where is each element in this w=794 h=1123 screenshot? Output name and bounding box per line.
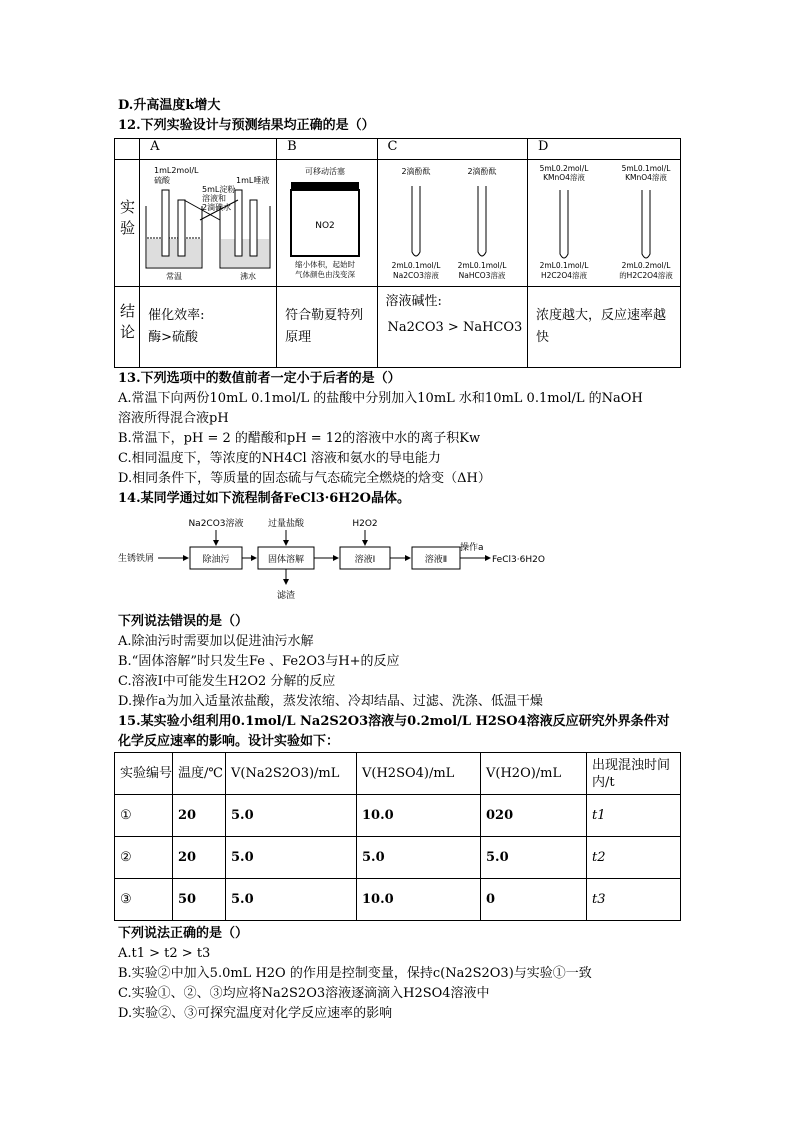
q12-a-tube-4: [250, 200, 257, 256]
table-row: [115, 795, 681, 837]
q13-option-c: C.相同温度下，等浓度的NH4Cl 溶液和氨水的导电能力: [118, 451, 441, 466]
q14-ask: 下列说法错误的是（）: [118, 614, 249, 629]
q15-option-a: A.t1 > t2 > t3: [118, 946, 211, 961]
q12-c-b2a: 2mL0.1mol/L: [457, 261, 506, 270]
q15-cell: 10.0: [357, 879, 481, 921]
q14-flow-operation: 操作a: [460, 543, 484, 553]
q14-flow-box1-label: 除油污: [202, 555, 230, 565]
q12-d-b2b: 的H2C2O4溶液: [619, 271, 673, 280]
q12-concl-a2: 酶>硫酸: [148, 330, 198, 345]
q15-header-na2s2o3: V(Na2S2O3)/mL: [226, 753, 357, 795]
q14-flow-diagram: [118, 512, 578, 604]
q12-b-cap2: 气体颜色由浅变深: [295, 270, 356, 279]
q12-diagram-d-cell: [528, 160, 681, 287]
q12-diagram-d: [528, 160, 680, 282]
q12-a-label8: 沸水: [240, 272, 257, 281]
q12-diagram-a-cell: [140, 160, 277, 287]
table-row: [115, 837, 681, 879]
q15-cell: 20: [173, 795, 226, 837]
q14-option-a: A.除油污时需要加以促进油污水解: [118, 634, 314, 649]
q15-option-b: B.实验②中加入5.0mL H2O 的作用是控制变量，保持c(Na2S2O3)与实验①一致: [118, 966, 592, 981]
q12-col-a: A: [140, 139, 277, 160]
q14-flow-box2-label: 固体溶解: [267, 555, 305, 565]
q15-option-c: C.实验①、②、③均应将Na2S2O3溶液逐滴滴入H2SO4溶液中: [118, 986, 490, 1001]
q12-stem: 12.下列实验设计与预测结果均正确的是（）: [118, 118, 375, 133]
q14-flow-start: 生锈铁屑: [118, 554, 155, 564]
q12-a-water-fill-left: [147, 239, 201, 267]
q12-c-tube-1: [412, 186, 420, 256]
q15-table: [114, 752, 681, 921]
q15-header-id: 实验编号: [115, 753, 173, 795]
q12-row-label-exp: [115, 160, 140, 287]
q15-ask: 下列说法正确的是（）: [118, 926, 249, 941]
q13-option-d: D.相同条件下，等质量的固态硫与气态硫完全燃烧的焓变（ΔH）: [118, 471, 491, 486]
q14-stem: 14.某同学通过如下流程制备FeCl3·6H2O晶体。: [118, 491, 410, 506]
q12-concl-d1: 浓度越大，反应速率越: [536, 308, 667, 323]
q12-a-label2: 硫酸: [154, 176, 171, 185]
q15-cell: 5.0: [226, 879, 357, 921]
q15-option-d: D.实验②、③可探究温度对化学反应速率的影响: [118, 1006, 393, 1021]
q12-diagram-c: [378, 160, 524, 282]
q12-a-label4: 溶液和: [202, 194, 227, 203]
q14-option-d: D.操作a为加入适量浓盐酸，蒸发浓缩、冷却结晶、过滤、洗涤、低温干燥: [118, 694, 543, 709]
q12-d-t2b: KMnO4溶液: [625, 173, 667, 182]
q14-flow-reagent3: H2O2: [352, 519, 378, 529]
q12-concl-d: [528, 287, 681, 368]
q14-flow-box3-label: 溶液Ⅰ: [354, 555, 376, 565]
q12-concl-c: [377, 287, 527, 368]
q12-d-b1a: 2mL0.1mol/L: [539, 261, 589, 270]
q12-d-t1a: 5mL0.2mol/L: [539, 164, 589, 173]
q14-flow-product: FeCl3·6H2O: [492, 555, 545, 565]
q15-cell: 10.0: [357, 795, 481, 837]
q12-b-piston: [291, 182, 359, 190]
q12-a-label3: 5mL淀粉: [202, 185, 236, 194]
q12-concl-c2: Na2CO3 > NaHCO3: [387, 320, 523, 335]
q12-b-gas: NO2: [315, 221, 335, 231]
q12-concl-label-text: 结论: [118, 303, 137, 345]
q15-stem-line1: 15.某实验小组利用0.1mol/L Na2S2O3溶液与0.2mol/L H2SO4溶液反应研究外界条件对: [118, 714, 670, 729]
q12-concl-c1: 溶液碱性:: [385, 294, 442, 309]
q15-cell: t1: [587, 795, 681, 837]
q15-stem-line2: 化学反应速率的影响。设计实验如下：: [118, 734, 340, 749]
q15-cell: ①: [115, 795, 173, 837]
q12-concl-d2: 快: [536, 330, 550, 345]
q14-option-c: C.溶液Ⅰ中可能发生H2O2 分解的反应: [118, 674, 336, 689]
q15-header-h2so4: V(H2SO4)/mL: [357, 753, 481, 795]
q12-d-t1b: KMnO4溶液: [543, 173, 585, 182]
q15-cell: 20: [173, 837, 226, 879]
q15-header-time: 出现混浊时间内/t: [587, 753, 681, 795]
q12-a-label7: 常温: [166, 272, 183, 281]
q12-b-cap1: 缩小体积，起始时: [295, 260, 356, 269]
q12-d-b1b: H2C2O4溶液: [540, 271, 588, 280]
q12-c-b1a: 2mL0.1mol/L: [391, 261, 440, 270]
q12-concl-a1: 催化效率:: [148, 308, 205, 323]
q15-header-temp: 温度/℃: [173, 753, 226, 795]
q12-a-tube-3: [235, 190, 242, 256]
q12-d-t2a: 5mL0.1mol/L: [621, 164, 671, 173]
q12-exp-label-text: 实验: [118, 199, 137, 241]
q12-table: [114, 138, 681, 368]
q15-cell: ②: [115, 837, 173, 879]
q12-a-tube-2: [178, 200, 185, 256]
q12-d-b2a: 2mL0.2mol/L: [621, 261, 671, 270]
q15-cell: t2: [587, 837, 681, 879]
q12-b-top: 可移动活塞: [305, 167, 346, 176]
q15-cell: 0: [481, 879, 587, 921]
q12-c-tube-2: [478, 186, 486, 256]
q13-option-a-line1: A.常温下向两份10mL 0.1mol/L 的盐酸中分别加入10mL 水和10mL 0.1mol/L 的NaOH: [118, 391, 643, 406]
q12-diagram-a: [140, 160, 276, 282]
q12-diagram-b-cell: [277, 160, 377, 287]
q13-stem: 13.下列选项中的数值前者一定小于后者的是（）: [118, 371, 401, 386]
q15-cell: 5.0: [226, 837, 357, 879]
q12-corner-cell: [115, 139, 140, 160]
q12-a-label1: 1mL2mol/L: [154, 166, 199, 175]
q12-c-b1b: Na2CO3溶液: [392, 271, 439, 280]
table-row: [115, 879, 681, 921]
q14-flow-box4-label: 溶液Ⅱ: [424, 555, 448, 565]
q12-c-top2: 2滴酚酞: [466, 167, 497, 176]
q12-concl-b: [277, 287, 377, 368]
q13-option-a-line2: 溶液所得混合液pH: [118, 411, 229, 426]
q15-cell: 5.0: [226, 795, 357, 837]
q12-a-label5: 2滴碘水: [202, 203, 232, 212]
q15-cell: 50: [173, 879, 226, 921]
q12-col-c: C: [377, 139, 527, 160]
q12-concl-b1: 符合勒夏特列: [285, 308, 364, 323]
q15-cell: 020: [481, 795, 587, 837]
q12-c-b2b: NaHCO3溶液: [458, 271, 505, 280]
q12-a-label6: 1mL唾液: [236, 176, 270, 185]
q12-diagram-b: [277, 160, 373, 282]
q12-a-tube-1: [162, 190, 169, 256]
q14-flow-reagent2: 过量盐酸: [267, 519, 305, 529]
q11-option-d: D.升高温度k增大: [118, 98, 221, 113]
q13-option-b: B.常温下，pH = 2 的醋酸和pH = 12的溶液中水的离子积Kw: [118, 431, 481, 446]
q15-cell: 5.0: [357, 837, 481, 879]
q12-col-b: B: [277, 139, 377, 160]
q14-option-b: B.“固体溶解”时只发生Fe 、Fe2O3与H+的反应: [118, 654, 400, 669]
q14-flow-residue: 滤渣: [276, 591, 296, 601]
q14-flow-reagent1: Na2CO3溶液: [188, 519, 244, 529]
q15-cell: t3: [587, 879, 681, 921]
q15-cell: 5.0: [481, 837, 587, 879]
q12-concl-b2: 原理: [285, 330, 312, 345]
q12-row-label-concl: [115, 287, 140, 368]
q12-concl-a: [140, 287, 277, 368]
q12-d-tube-1: [560, 190, 568, 258]
q12-c-top1: 2滴酚酞: [400, 167, 431, 176]
q15-cell: ③: [115, 879, 173, 921]
q12-d-tube-2: [642, 190, 650, 258]
q12-col-d: D: [528, 139, 681, 160]
q12-diagram-c-cell: [377, 160, 527, 287]
q15-header-h2o: V(H2O)/mL: [481, 753, 587, 795]
q12-a-water-fill-right: [221, 239, 269, 267]
